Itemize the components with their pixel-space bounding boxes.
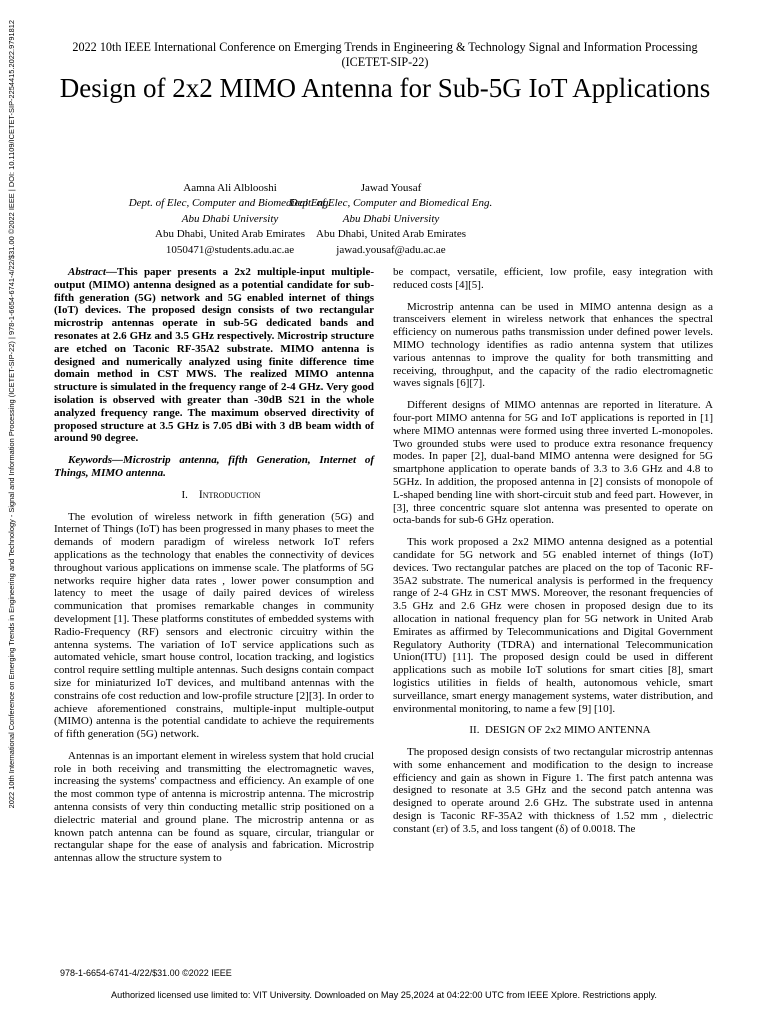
author-name: Jawad Yousaf: [360, 182, 422, 194]
keywords: Keywords—Microstrip antenna, fifth Generation, Internet of Things, MIMO antenna.: [54, 454, 374, 479]
left-column: [54, 266, 374, 874]
conference-header: 2022 10th IEEE International Conference on Emerging Trends in Engineering & Technology Signal and Information Processing (ICETET-SIP-22): [72, 40, 698, 69]
paragraph: The evolution of wireless network in fifth generation (5G) and Internet of Things (IoT) has been progressed in many phases to meet the demands of modern paradigm of wireless network IoT refers applications as the technology that enables the connectivity of devices throughout various applications on immense scale. The platforms of 5G networks require higher data rates , lower power consumption and latency to meet the usage of daily paired devices of wireless communication that promises remarkable changes in community development [1]. These platforms constitutes of embedded systems with Radio-Frequency (RF) sensors and electronic circuitry within the antenna systems. The variation of IoT service applications such as automated vehicle, smart house control, location tracking, and logistics control require settling multiple antennas. Such designs contain compact size for miniaturized IoT devices, and multiband antennas with the constrains ofe cost reduction and low-profile structure [2][3]. In order to achieve aforementioned constrains, multiple-input multiple-output (MIMO) antenna is the potential candidate to achieve the requirements of fifth generation (5G) network.: [54, 510, 374, 741]
author-dept: Dept. of Elec, Computer and Biomedical Eng.: [128, 197, 332, 210]
side-doi-note: 2022 10th International Conference on Emerging Trends in Engineering and Technology - Signal and Information Processing (ICETET-SIP-22) | 978-1-6654-6741-4/22/$31.00 ©2022 IEEE | DOI: 10.1109/ICETET-SIP-2254415.2022.9791812: [7, 20, 16, 809]
author-email[interactable]: 1050471@students.adu.ac.ae: [165, 243, 295, 256]
paragraph: This work proposed a 2x2 MIMO antenna designed as a potential candidate for 5G network and 5G enabled internet of things (IoT) devices. Two rectangular patches are placed on the top of Taconic RF-35A2 substrate. The numerical analysis is performed in the frequency range of 2-4 GHz in CST MWS. Moreover, the resonant frequencies of 3.5 GHz and 2.6 GHz were chosen in proposed design due to its allocation in national frequency plan for 5G network in United Arab Emirates as affirmed by Telecommunications and Digital Government Regulatory Authority (TDRA) and international Telecommunication Union(ITU) [11]. The proposed design could be used in different applications such as mobile IoT solutions for smart cities [8], smart logistics utilities in fields of health, autonomous vehicle, smart surveillance, smart energy management systems, water distribution, and environmental monitoring, to name a few [9] [10].: [393, 536, 713, 715]
section-heading-design: II. DESIGN OF 2x2 MIMO ANTENNA: [469, 724, 651, 737]
paper-title: Design of 2x2 MIMO Antenna for Sub-5G IoT Applications: [59, 73, 711, 103]
paragraph: Microstrip antenna can be used in MIMO antenna design as a transceivers element in wireless network that enhances the spectral efficiency on numerous paths transmission under defined power levels. MIMO technology identifies as radio antenna system that utilizes various antennas to improve the quality for both transmitting and receiving, throughput, and the capacity of the radio electromagnetic waves signals [6][7].: [393, 300, 713, 390]
author-block-2: [281, 181, 501, 258]
author-dept: Dept. of Elec, Computer and Biomedical Eng.: [289, 197, 493, 210]
author-location: Abu Dhabi, United Arab Emirates: [316, 228, 466, 241]
license-footer: Authorized licensed use limited to: VIT University. Downloaded on May 25,2024 at 04:22:00 UTC from IEEE Xplore. Restrictions apply.: [111, 990, 657, 1000]
author-location: Abu Dhabi, United Arab Emirates: [155, 228, 305, 241]
author-email[interactable]: jawad.yousaf@adu.ac.ae: [336, 243, 446, 256]
copyright-footer: 978-1-6654-6741-4/22/$31.00 ©2022 IEEE: [60, 968, 232, 978]
abstract: [54, 266, 374, 445]
author-name: Aamna Ali Alblooshi: [183, 182, 277, 194]
paragraph: be compact, versatile, efficient, low profile, easy integration with reduced costs [4][5].: [393, 266, 713, 291]
right-column: [393, 266, 713, 845]
abstract-label: Abstract: [68, 266, 106, 278]
author-univ: Abu Dhabi University: [342, 212, 440, 225]
abstract-text: —This paper presents a 2x2 multiple-input multiple- output (MIMO) antenna designed as a potential candidate for sub-fifth generation (5G) network and 5G enabled internet of things (IoT) devices. The proposed design consists of two rectangular microstrip antennas operate in sub-5G dedicated bands and resonates at 2.6 GHz and 3.5 GHz respectively. Microstrip structure are etched on Taconic RF-35A2 substrate. MIMO antenna is designed and numerically analyzed using finite difference time domain method in CST MWS. The realized MIMO antenna structure is simulated in the frequency range of 2-4 GHz. Very good isolation is observed with greater than -30dB S21 in the whole analyzed frequency range. The maximum observed directivity of proposed structure at 3.5 GHz is 7.05 dBi with 3 dB beam width of around 90 degree.: [54, 266, 374, 445]
paragraph: Different designs of MIMO antennas are reported in literature. A four-port MIMO antenna for 5G and IoT applications is reported in [1] where MIMO antennas were formed using three inverted L-monopoles. Two grounded stubs were used to produce extra resonance frequency modes. In paper [2], dual-band MIMO antenna were designed for 5G smartphone application to operate bands of 3.3 to 3.6 GHz and 4.8 to 5GHz. In addition, the proposed antenna in [2] consists of monopole of L-shaped bending line with short-circuit stub and feed part. However, in [3], three concentric square slot antenna was presented to operate on octa-bands for sub-6 GHz operation.: [393, 399, 713, 527]
paragraph: The proposed design consists of two rectangular microstrip antennas with some enhancement and modification to the design to increase efficiency and gain as shown in Figure 1. The first patch antenna was designed to resonate at 3.5 GHz and the second patch antenna was designed to operate around 2.6 GHz. The substrate used in antenna design is Taconic RF-35A2 with thickness of 1.52 mm , dielectric constant (εr) of 3.5, and loss tangent (δ) of 0.0018. The: [393, 746, 713, 835]
author-univ: Abu Dhabi University: [181, 212, 279, 225]
paragraph: Antennas is an important element in wireless system that hold crucial role in both receiving and transmitting the electromagnetic waves, increasing the systems' compactness and efficiency. An example of one the most common type of antenna is microstrip antenna. The microstrip antenna consists of very thin conducting metallic strip positioned on a dielectric material and ground plane. The microstrip antenna or as known patch antenna can be found as square, circular, triangular or rectangular shape for the ease of analysis and fabrication. Microstrip antennas allow the structure system to: [54, 749, 374, 865]
section-heading-introduction: I. Introduction: [181, 488, 261, 501]
